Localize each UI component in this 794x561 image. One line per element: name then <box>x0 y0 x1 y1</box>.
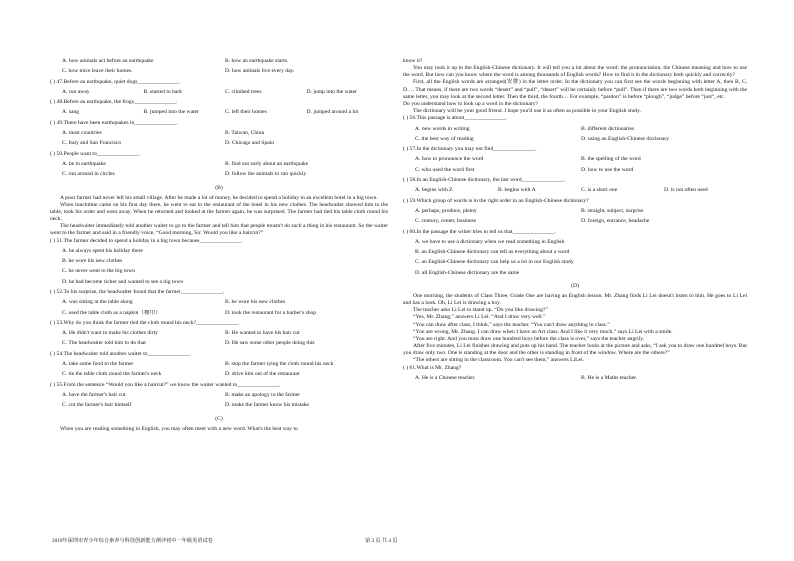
q49-option-d: D. Chicago and Spain <box>225 140 275 147</box>
question-60 <box>403 229 747 239</box>
passage-d-paragraph: “You can draw after class, I think,” says the teacher. “You can't draw anything in class.” <box>413 321 610 328</box>
q49-option-a: A. most countries <box>62 130 102 137</box>
passage-b-paragraph: The headwaiter immediately told another waiter to go to the farmer and tell him that people mustn't do such a thing in his restaurant. So the waiter went to the farmer and said in a friendly voice, “Good morning, Sir. Would you like a haircut?” <box>50 223 388 237</box>
q49-options <box>50 130 388 140</box>
q55-options-2 <box>50 402 388 412</box>
q59-option-c: C. century, center, business <box>415 218 476 225</box>
question-number: ( ) 48. <box>50 99 64 106</box>
q52-options <box>50 299 388 309</box>
q53-options <box>50 330 388 340</box>
q48-options <box>50 109 388 119</box>
q55-options <box>50 392 388 402</box>
passage-c-continuation: know it? <box>403 58 423 64</box>
q54-option-a: A. take some food to the farmer <box>62 361 134 368</box>
question-number: ( ) 55. <box>50 381 64 388</box>
q52-option-a: A. was sitting at the table along <box>62 299 133 306</box>
question-number: ( ) 58. <box>403 177 417 184</box>
passage-c-paragraph: The dictionary will be your good friend. I hope you'll use it as often as possible in your English study. <box>413 108 641 115</box>
q49-option-b: B. Taiwan, China <box>225 130 264 137</box>
question-number: ( ) 52. <box>50 288 64 295</box>
question-52 <box>50 289 388 299</box>
q46-options <box>50 58 388 68</box>
q46-option-c: C. how mice leave their homes. <box>62 68 133 75</box>
q53-option-d: D. He saw some other people doing this <box>225 340 315 347</box>
question-61 <box>403 365 747 375</box>
q47-option-d: D. jump into the water <box>306 88 357 95</box>
question-58 <box>403 177 747 187</box>
q46-option-b: B. how an earthquake starts. <box>225 58 289 64</box>
q50-options <box>50 161 388 171</box>
question-49 <box>50 120 388 130</box>
question-number: ( ) 47. <box>50 78 64 85</box>
q47-option-a: A. run away <box>62 88 90 95</box>
q46-options-2 <box>50 68 388 78</box>
q57-options <box>403 156 747 166</box>
q58-options <box>403 187 747 197</box>
q46-option-d: D. how animals live every day. <box>225 68 295 75</box>
question-stem: This passage is about_______________. <box>416 115 508 122</box>
question-number: ( ) 57. <box>403 146 417 153</box>
q48-option-d: D. jumped around a lot <box>306 109 359 116</box>
q60-option-c: C. an English-Chinese dictionary can help us a lot in our English study <box>415 259 574 266</box>
passage-d-paragraph: “The others are sitting in the classroom. You can't see them,” answers LiLei. <box>413 357 584 364</box>
question-stem: People want to_______________. <box>63 150 141 157</box>
q51-option-c: C. he never went to the big town <box>62 268 136 275</box>
question-number: ( ) 60. <box>403 228 417 235</box>
q54-options-2 <box>50 371 388 381</box>
passage-d-paragraph: “You are wrong, Mr. Zhang. I can draw when I have an Art class. And I like it very much,” says Li Lei with a smile. <box>413 328 673 335</box>
section-b-heading: (B) <box>215 184 223 191</box>
q56-option-a: A. new words in writing <box>415 125 470 132</box>
passage-d-paragraph: After five minutes, Li Lei finishes drawing and puts up his hand. The teacher looks at the picture and asks, “I ask you to draw one hundred boys. But you draw only two. One is standing at the door and the other is standing in front of the window. Where are the others?” <box>403 343 747 357</box>
question-55 <box>50 382 388 392</box>
question-number: ( ) 61. <box>403 364 417 371</box>
q59-option-a: A. perhaps, produce, plenty <box>415 207 477 214</box>
q51-option-b: B. he wore his new clothes <box>62 258 123 265</box>
q54-option-d: D. drive him out of the restaurant <box>225 371 300 378</box>
question-number: ( ) 51. <box>50 237 64 244</box>
q58-option-b: B. begins with A <box>498 187 536 194</box>
q59-options <box>403 208 747 218</box>
question-48 <box>50 99 388 109</box>
q52-option-b: B. he wore his new clothes <box>225 299 286 306</box>
passage-d-paragraph: “You are right. And you must draw one hundred boys before the class is over,” says the teacher angrily. <box>413 335 645 342</box>
question-57 <box>403 146 747 156</box>
q57-option-d: D. how to use the word <box>581 166 634 173</box>
q58-option-d: D. is not often used <box>664 187 708 194</box>
question-number: ( ) 53. <box>50 319 64 326</box>
q54-options <box>50 361 388 371</box>
q50-option-d: D. follow the animals to run quickly <box>225 171 307 178</box>
q53-option-a: A. He didn't want to make his clothes dirty <box>62 330 158 337</box>
q50-option-a: A. be in earthquake <box>62 160 106 167</box>
passage-b-paragraph: When lunchtime came on his first day there, he went to eat in the restaurant of the hotel in his new clothes. The headwaiter showed him to the table, took his order and went away. When he returned and looked at the farmer again, he was surprised. The farmer had tied his table cloth round his neck. <box>50 201 388 223</box>
question-47 <box>50 79 388 89</box>
question-stem: There have been earthquakes in_______________. <box>63 119 178 126</box>
q56-option-b: B. different dictionaries <box>581 125 635 132</box>
q61-options <box>403 375 747 385</box>
q58-option-c: C. is a short one <box>581 187 618 194</box>
q57-option-a: A. how to pronounce the word <box>415 156 484 163</box>
question-stem: To his surprise, the headwaiter found that the farmer_______________. <box>63 288 225 295</box>
q51-option-d: D. he had become richer and wanted to see a big town <box>62 278 184 285</box>
q59-option-b: B. straight, subject, surprise <box>581 207 644 214</box>
q56-options-2 <box>403 136 747 146</box>
q51-option-a: A. he always spent his holiday there <box>62 247 143 254</box>
passage-d-paragraph: One morning, the students of Class Three, Grade One are having an English lesson. Mr. Zhang finds Li Lei doesn't listen to him. He goes to Li Lei and has a look. Oh, Li Lei is drawing a boy. <box>403 293 747 307</box>
q56-option-d: D. using an English-Chinese dictionary <box>581 135 670 142</box>
question-stem: Why do you think the farmer tied the cloth round his neck?_______________. <box>63 319 240 326</box>
q52-option-c: C. used the table cloth as a napkin（餐巾） <box>62 309 161 316</box>
question-stem: Before an earthquake, quiet dogs_______________. <box>63 78 181 85</box>
q54-option-c: C. tie the table cloth round the farmer's neck <box>62 371 162 378</box>
q47-option-b: B. started to bark <box>143 88 183 95</box>
q46-option-a: A. how animals act before an earthquake <box>62 58 154 64</box>
question-stem: The farmer decided to spend a holiday in a big town because_______________. <box>63 237 243 244</box>
q57-options-2 <box>403 167 747 177</box>
question-number: ( ) 50. <box>50 150 64 157</box>
passage-c-paragraph: Do you understand how to look up a word in the dictionary? <box>403 100 539 107</box>
q52-option-d: D. took the restaurant for a barber's shop <box>225 309 317 316</box>
passage-b-paragraph: A poor farmer had never left his small village. After he made a lot of money, he decided to spend a holiday in an excellent hotel in a big town. <box>60 194 378 201</box>
q57-option-c: C. who used the word first <box>415 166 475 173</box>
q50-option-c: C. run around in circles <box>62 171 115 178</box>
right-column <box>403 58 747 385</box>
question-number: ( ) 49. <box>50 119 64 126</box>
question-number: ( ) 56. <box>403 115 417 122</box>
question-stem: In the passage the writer tries to tell us that_______________. <box>416 228 557 235</box>
question-number: ( ) 59. <box>403 197 417 204</box>
footer-exam-title: 2019年深圳市青少年综合素养与科技创新能力测评初中一年级英语试卷 <box>52 538 213 544</box>
q47-option-c: C. climbed trees <box>225 88 262 95</box>
q59-options-2 <box>403 218 747 228</box>
q48-option-a: A. sang <box>62 109 80 116</box>
passage-d-paragraph: The teacher asks Li Lei to stand up. “Do you like drawing?” <box>413 307 548 314</box>
question-stem: From the sentence “Would you like a haircut?” we know the waiter wanted to_______________. <box>63 381 281 388</box>
q54-option-b: B. stop the farmer tying the cloth round his neck <box>225 361 334 368</box>
question-stem: What is Mr. Zhang? <box>416 364 462 371</box>
q56-option-c: C. the best way of reading <box>415 135 474 142</box>
q61-option-b: B. He is a Maths teacher. <box>581 374 638 381</box>
passage-c-paragraph: You may look it up in the English-Chinese dictionary. It will tell you a lot about the word: the pronunciation, the Chinese meaning and how to use the word. But how can you know where the word is among thousands of English words? How to find it in the dictionary both quickly and correctly? <box>403 65 747 79</box>
q53-option-b: B. He wanted to have his hair cut <box>225 330 300 337</box>
question-59 <box>403 198 747 208</box>
q50-option-b: B. find out early about an earthquake <box>225 160 309 167</box>
q48-option-b: B. jumped into the water <box>143 109 199 116</box>
q59-option-d: D. foreign, entrance, headache <box>581 218 650 225</box>
passage-c-start: When you are reading something in English, you may often meet with a new word. What's the best way to <box>60 425 298 432</box>
question-number: ( ) 54. <box>50 350 64 357</box>
q50-options-2 <box>50 171 388 181</box>
q55-option-c: C. cut the farmer's hair himself <box>62 402 132 409</box>
q53-option-c: C. The headwaiter told him to do that <box>62 340 146 347</box>
left-column <box>50 58 388 433</box>
question-50 <box>50 151 388 161</box>
question-stem: The headwaiter told another waiter to_______________. <box>63 350 191 357</box>
q53-options-2 <box>50 340 388 350</box>
section-c-heading: (C) <box>215 415 223 422</box>
footer-page-number: 第 3 页 共 4 页 <box>365 538 398 544</box>
q55-option-d: D. make the farmer know his mistake <box>225 402 310 409</box>
q60-option-b: B. an English-Chinese dictionary can tell us everything about a word <box>415 249 570 256</box>
question-53 <box>50 320 388 330</box>
question-stem: In an English-Chinese dictionary, the last word_______________. <box>416 177 565 184</box>
question-56 <box>403 115 747 125</box>
q52-options-2 <box>50 310 388 320</box>
q58-option-a: A. begins with Z <box>415 187 453 194</box>
q57-option-b: B. the spelling of the word <box>581 156 641 163</box>
q49-option-c: C. Italy and San Francisco <box>62 140 122 147</box>
question-stem: Which group of words is in the right order in an English-Chinese dictionary? <box>416 197 589 204</box>
q55-option-a: A. have the farmer's hair cut <box>62 391 126 398</box>
passage-c-paragraph: First, all the English words are arranged(安排) in the letter order. In the dictionary you can first see the words beginning with letter A, then B, C, D…. That means, if there are two words “desert” and “pull”, “desert” will be certainly before “pull”. Then if there are two words both beginning with the same letter, you may look at the second letter. Then the third, the fourth… For example, “pardon” is before “plough”, “judge” before “just”, etc. <box>403 79 747 100</box>
question-stem: In the dictionary you may not find_______________. <box>416 146 537 153</box>
section-d-heading: (D) <box>571 283 579 289</box>
q60-option-d: D. all English-Chinese dictionary are the same <box>415 269 520 276</box>
q55-option-b: B. make an apology to the farmer <box>225 391 301 398</box>
q47-options <box>50 89 388 99</box>
q49-options-2 <box>50 140 388 150</box>
question-54 <box>50 351 388 361</box>
question-stem: Before an earthquake, the frogs_______________. <box>63 99 178 106</box>
q60-option-a: A. we have to use a dictionary when we read something in English <box>415 238 565 245</box>
q61-option-a: A. He is a Chinese teacher. <box>415 374 476 381</box>
q56-options <box>403 126 747 136</box>
passage-d-paragraph: “Yes, Mr. Zhang,” answers Li Lei. “And I draw very well.” <box>413 314 546 321</box>
q48-option-c: C. left their homes <box>225 109 267 116</box>
question-51 <box>50 238 388 248</box>
